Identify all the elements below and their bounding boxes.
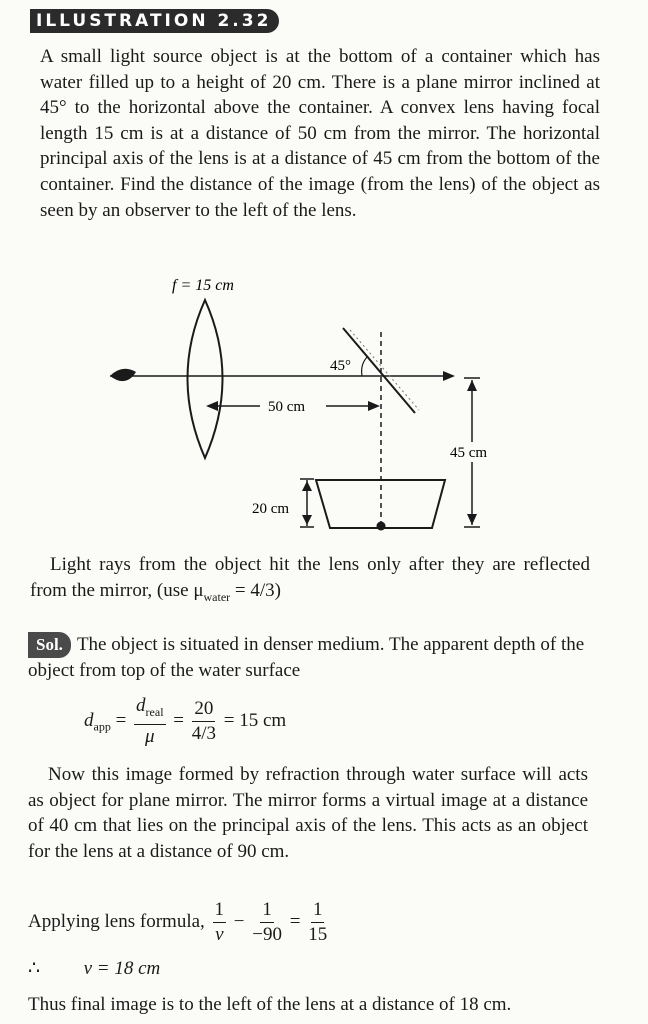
fraction-1-over-minus-90 (252, 898, 282, 947)
d-real-sub: real (145, 704, 164, 719)
distance-arrowhead-right (368, 401, 380, 411)
final-answer: Thus final image is to the left of the lens at a distance of 18 cm. (28, 994, 512, 1015)
denominator-4-3: 4/3 (191, 722, 217, 744)
lf-den-minus-90: −90 (252, 924, 282, 945)
lens-formula-row: Applying lens formula, $\frac{1}{v}$ − $\frac{1}{-90}$ = $\frac{1}{15}$ (28, 899, 328, 945)
numerator-20: 20 (192, 697, 215, 722)
d-real-symbol: d (136, 695, 146, 716)
convex-lens (188, 300, 223, 458)
illustration-header (30, 8, 279, 34)
apparent-depth-formula: $d_{app}$ = $\frac{d_{real}}{\mu}$ = $\frac{20}{4/3}$ = 15 cm (84, 695, 287, 747)
light-source (377, 522, 386, 531)
water-arrowhead-top (302, 481, 312, 491)
fraction-1-over-15 (308, 898, 327, 947)
d-app-symbol: d (84, 709, 94, 731)
lf-den-15: 15 (308, 924, 328, 945)
note-text (30, 552, 590, 610)
height-arrowhead-top (467, 380, 477, 391)
lf-den-v: v (215, 924, 224, 945)
height-arrowhead-bottom (467, 514, 477, 525)
mirror-paragraph: Now this image formed by refraction through water surface will acts as object for plane mirror. The mirror forms a virtual image at a distance of 40 cm that lies on the principal axis of the lens. This acts as an object for the lens at a distance of 90 cm. (28, 764, 588, 862)
note-after: = 4/3) (230, 579, 281, 601)
solution-intro-text: The object is situated in denser medium. The apparent depth of the object from top of the water surface (28, 634, 585, 681)
apparent-depth-result: = 15 cm (223, 709, 287, 731)
fraction-20-over-4-3 (192, 697, 216, 746)
note-before: Light rays from the object hit the lens only after they are reflected from the mirror, (use μ (30, 554, 590, 601)
optics-diagram (0, 270, 648, 560)
illustration-title: ILLUSTRATION 2.32 (30, 9, 279, 33)
v-result: v = 18 cm (83, 958, 161, 979)
mirror-hatch (350, 330, 419, 410)
axis-arrowhead (443, 371, 455, 381)
fraction-1-over-v (213, 898, 227, 947)
therefore-symbol: ∴ (28, 958, 41, 979)
mu-symbol: μ (145, 725, 155, 747)
fraction-real-over-mu (134, 694, 165, 749)
height-label: 45 cm (450, 445, 488, 461)
eye-icon (110, 369, 136, 381)
distance-arrowhead-left (206, 401, 218, 411)
question-text: A small light source object is at the bottom of a container which has water filled up to a height of 20 cm. There is a plane mirror inclined at 45° to the horizontal above the container. A convex lens having focal length 15 cm is at a distance of 50 cm from the mirror. The horizontal principal axis of the lens is at a distance of 45 cm from the bottom of the container. Find the distance of the image (from the lens) of the object as seen by an observer to the left of the lens. (40, 46, 600, 221)
water-arrowhead-bottom (302, 515, 312, 525)
lens-formula-label: Applying lens formula, (28, 910, 205, 932)
d-app-sub: app (93, 719, 111, 734)
note-sub: water (203, 589, 231, 604)
water-label: 20 cm (252, 501, 290, 517)
solution-badge: Sol. (28, 632, 71, 658)
solution-intro (28, 632, 600, 683)
v-result-row (28, 956, 160, 981)
distance-label: 50 cm (268, 399, 306, 415)
angle-label: 45° (330, 358, 351, 374)
plane-mirror (343, 328, 415, 413)
lf-num-1: 1 (213, 898, 227, 923)
angle-arc (362, 356, 368, 376)
lf-num-2: 1 (260, 898, 274, 923)
focal-length-label: f = 15 cm (172, 277, 234, 294)
lf-num-3: 1 (311, 898, 325, 923)
